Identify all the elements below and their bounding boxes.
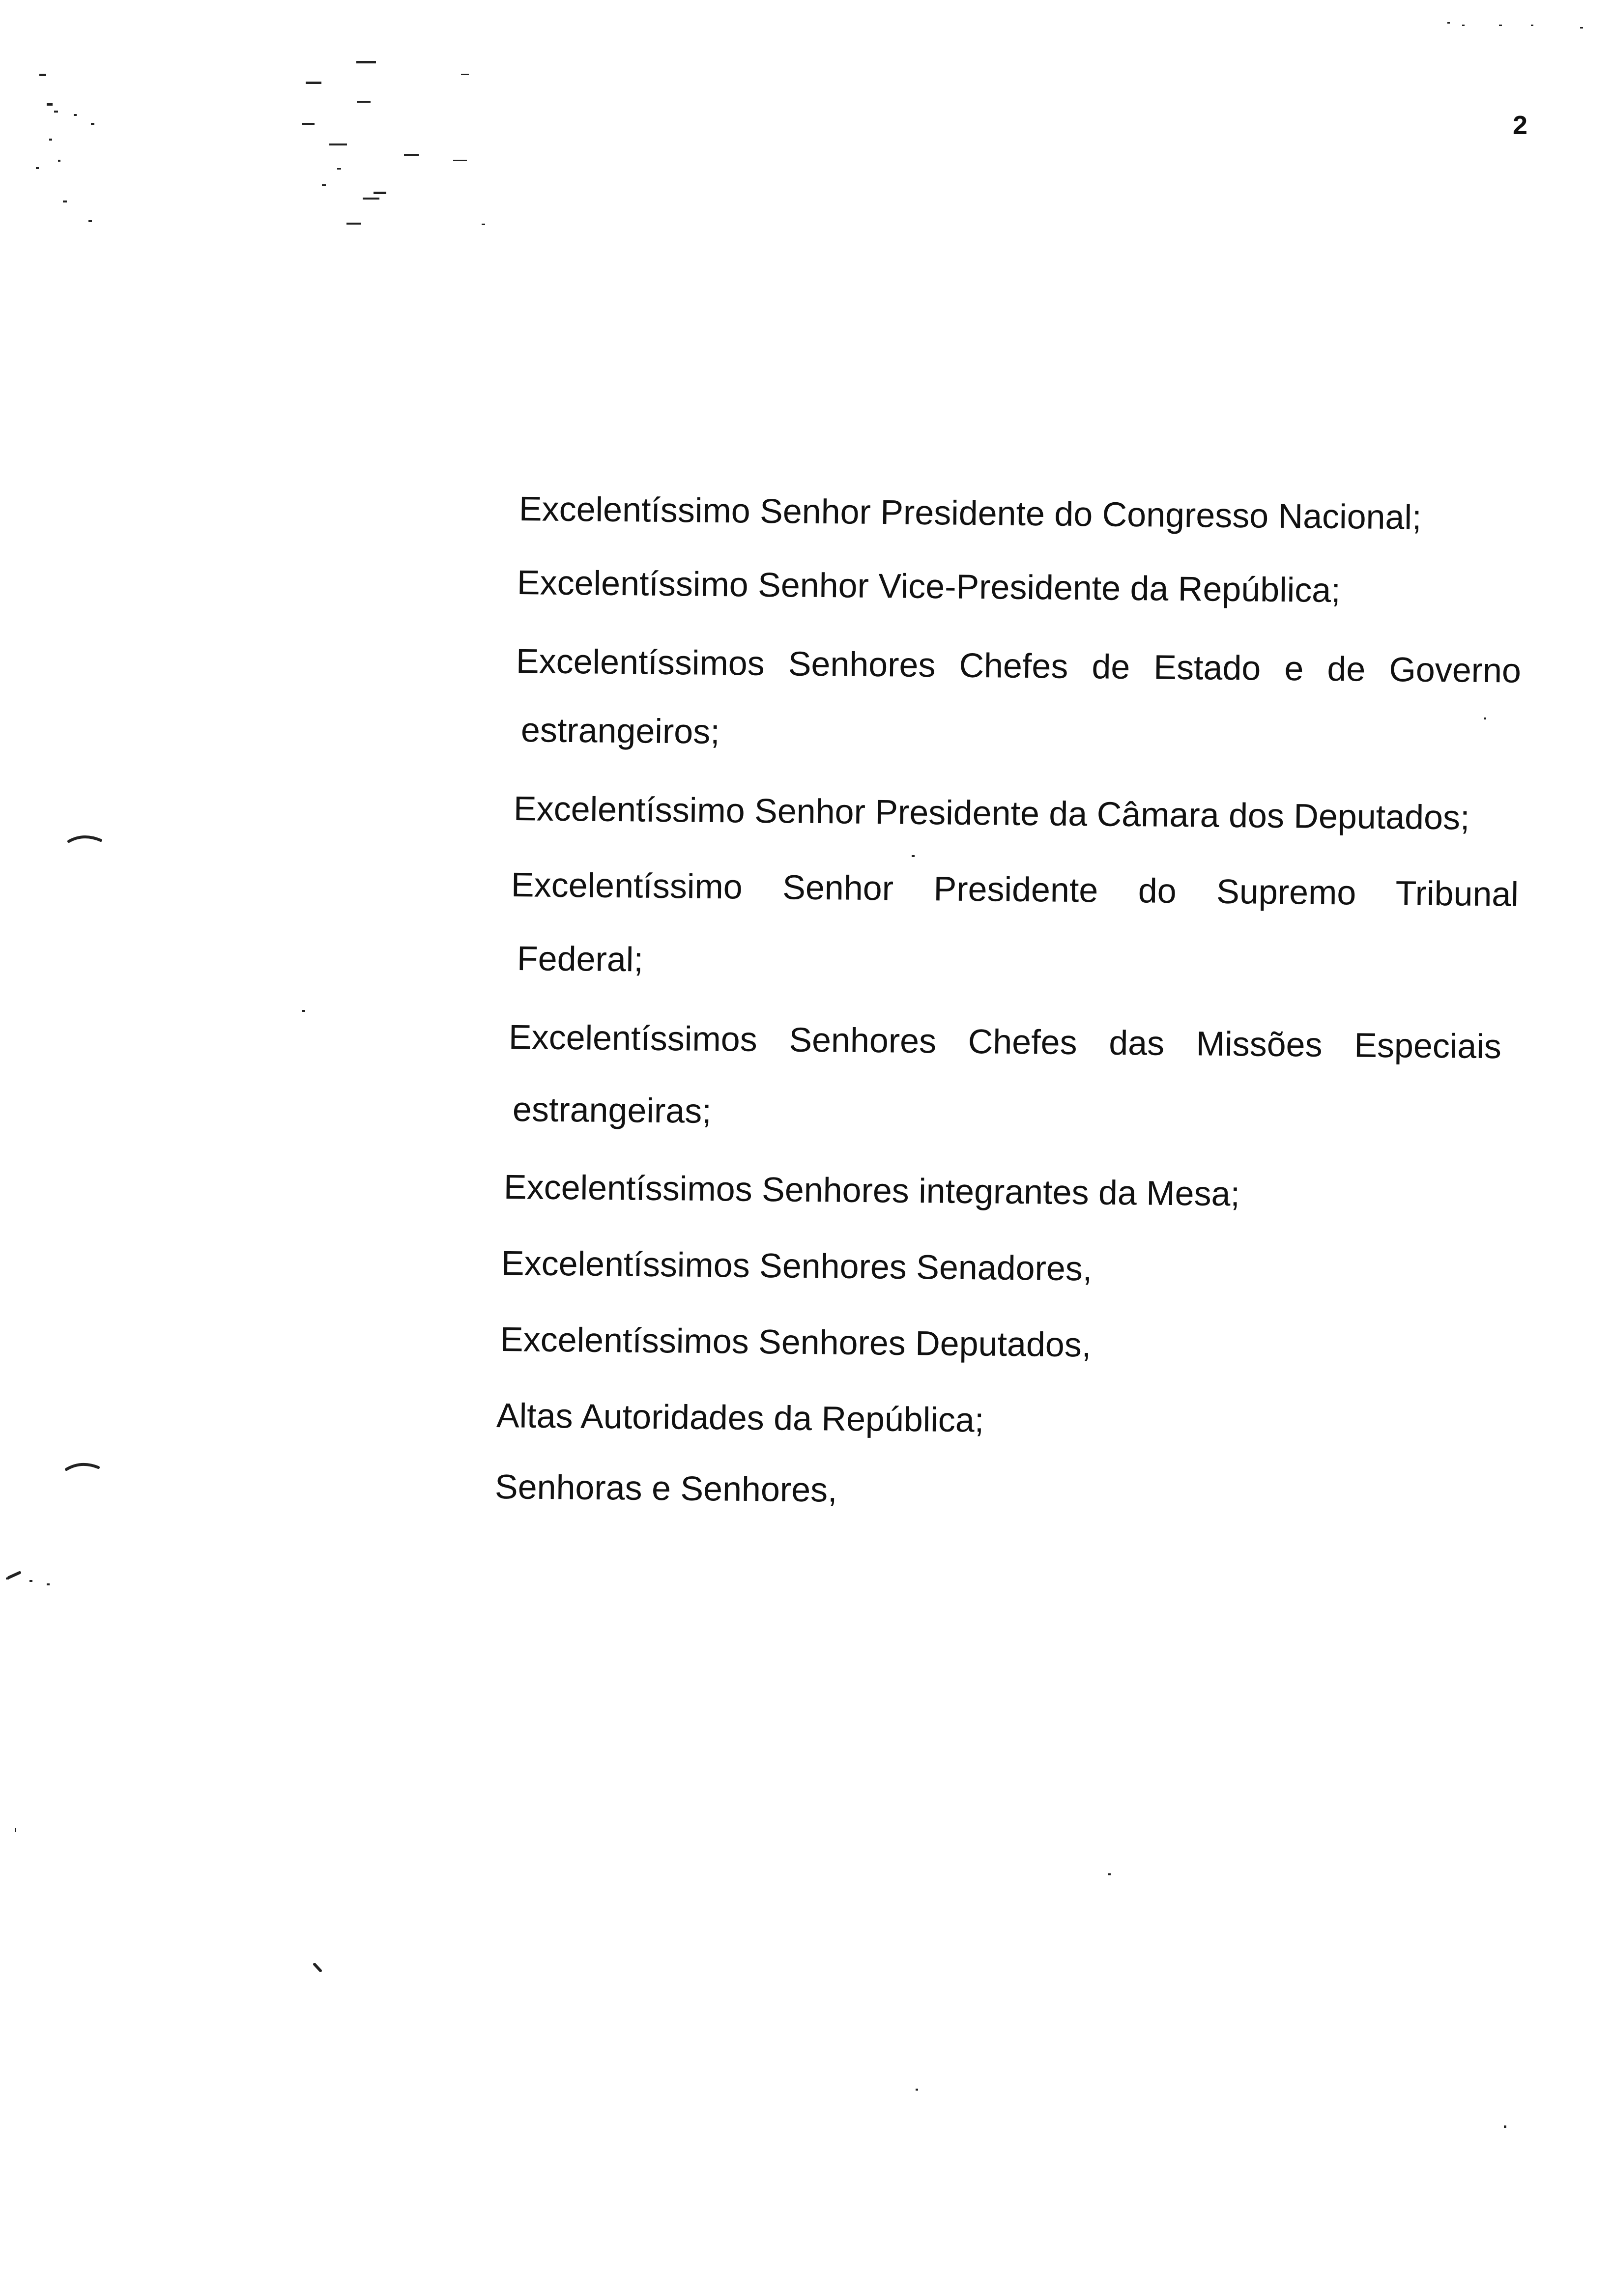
- salutation-line: Excelentíssimos Senhores Chefes das Missões Especiais: [508, 1018, 1502, 1066]
- salutation-line: estrangeiros;: [520, 711, 720, 751]
- salutation-line: Altas Autoridades da República;: [496, 1396, 984, 1439]
- salutation-line: Excelentíssimo Senhor Vice-Presidente da República;: [517, 563, 1341, 610]
- salutation-line: estrangeiras;: [512, 1090, 712, 1130]
- salutation-line: Excelentíssimos Senhores integrantes da Mesa;: [503, 1168, 1240, 1213]
- salutation-line: Senhoras e Senhores,: [494, 1467, 837, 1509]
- salutation-line: Federal;: [517, 939, 644, 979]
- salutation-line: Excelentíssimo Senhor Presidente da Câmara dos Deputados;: [513, 789, 1470, 837]
- salutation-line: Excelentíssimo Senhor Presidente do Congresso Nacional;: [518, 489, 1422, 537]
- salutation-line: Excelentíssimos Senhores Deputados,: [500, 1320, 1092, 1364]
- salutation-line: Excelentíssimos Senhores Chefes de Estado e de Governo: [516, 642, 1522, 690]
- salutation-line: Excelentíssimos Senhores Senadores,: [501, 1244, 1093, 1288]
- page-number: 2: [1513, 111, 1528, 140]
- salutation-line: Excelentíssimo Senhor Presidente do Supremo Tribunal: [511, 865, 1519, 914]
